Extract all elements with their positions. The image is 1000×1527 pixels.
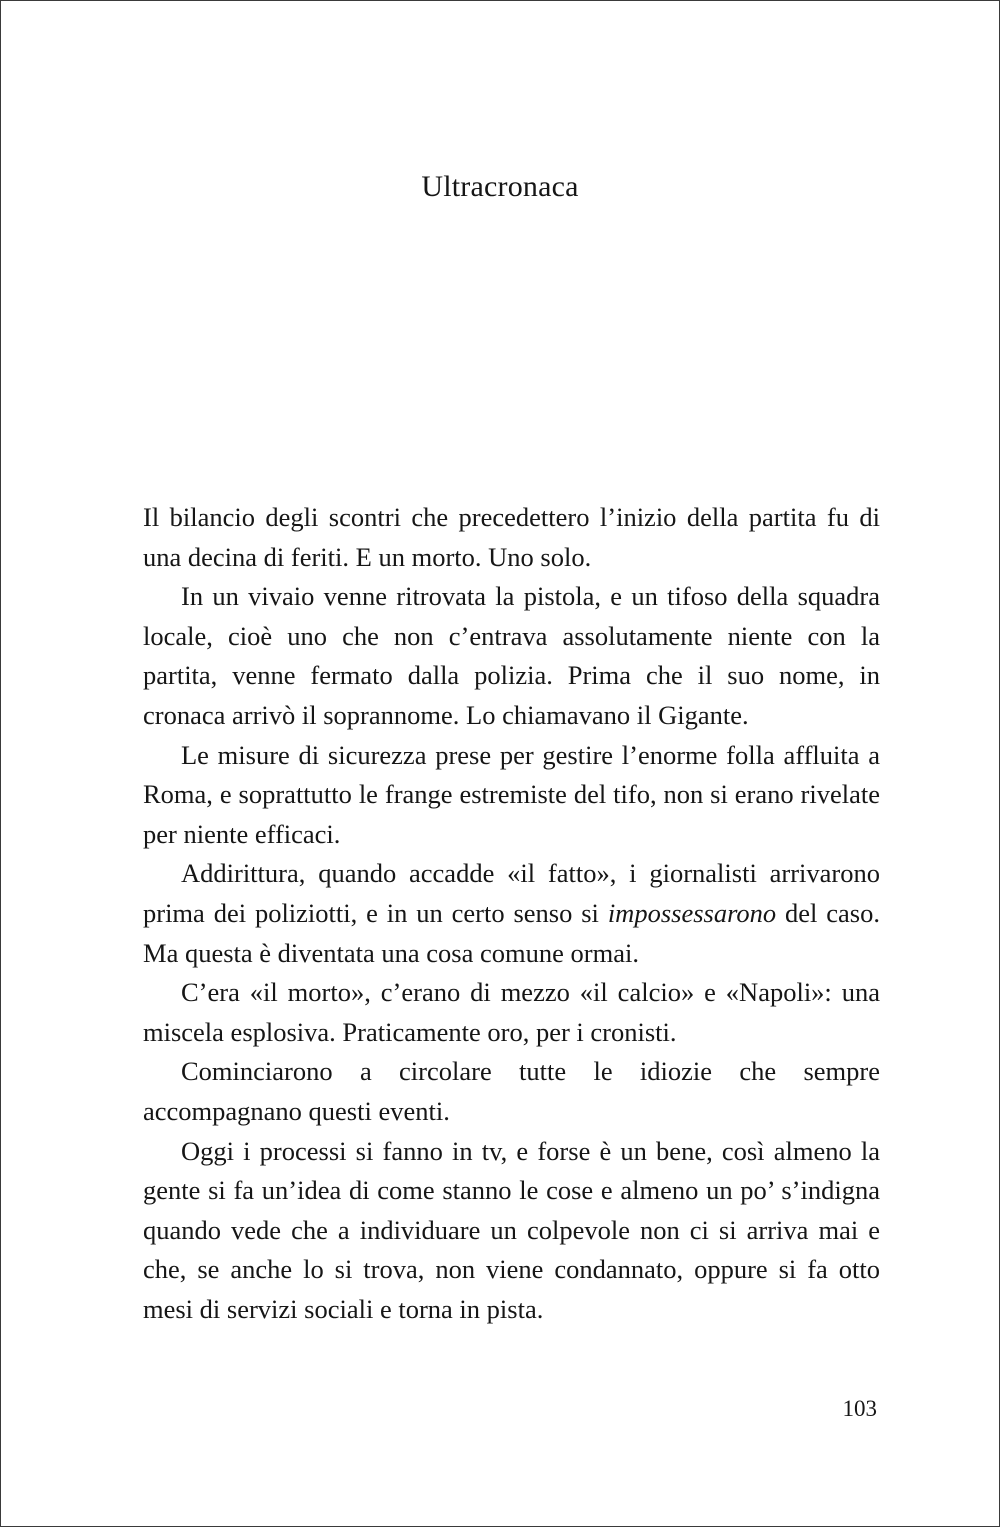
paragraph-5: C’era «il morto», c’erano di mezzo «il calcio» e «Napoli»: una miscela esplosiva. Praticamente oro, per i cronisti. — [143, 977, 880, 1047]
paragraph-3: Le misure di sicurezza prese per gestire l’enorme folla affluita a Roma, e soprattutto le frange estremiste del tifo, non si erano rivelate per niente efficaci. — [143, 739, 880, 849]
page-title: Ultracronaca — [421, 170, 579, 204]
page-number: 103 — [842, 1396, 877, 1421]
paragraph-7: Oggi i processi si fanno in tv, e forse è un bene, così almeno la gente si fa un’idea di come stanno le cose e almeno un po’ s’indigna quando vede che a individuare un colpevole non ci si arriva mai e che, se anche lo si trova, non viene condannato, oppure si fa otto mesi di servizi sociali e torna in pista. — [143, 1135, 880, 1324]
body-text-block — [143, 498, 880, 1329]
paragraph-4-text-before-italic: Addirittura, quando accadde «il fatto», i giornalisti arrivarono prima dei poliziotti, e in un certo senso si — [143, 858, 880, 928]
paragraph-1: Il bilancio degli scontri che precedettero l’inizio della partita fu di una decina di feriti. E un morto. Uno solo. — [143, 502, 880, 572]
paragraph-4-italic-phrase: impossessarono — [607, 897, 777, 928]
paragraph-4 — [143, 854, 880, 973]
paragraph-6: Cominciarono a circolare tutte le idiozie che sempre accompagnano questi eventi. — [143, 1056, 880, 1126]
paragraph-4-text-after-italic: del caso. Ma questa è diventata una cosa comune ormai. — [143, 897, 880, 968]
paragraph-2: In un vivaio venne ritrovata la pistola, e un tifoso della squadra locale, cioè uno che non c’entrava assolutamente niente con la partita, venne fermato dalla polizia. Prima che il suo nome, in cronaca arrivò il soprannome. Lo chiamavano il Gigante. — [143, 581, 880, 730]
